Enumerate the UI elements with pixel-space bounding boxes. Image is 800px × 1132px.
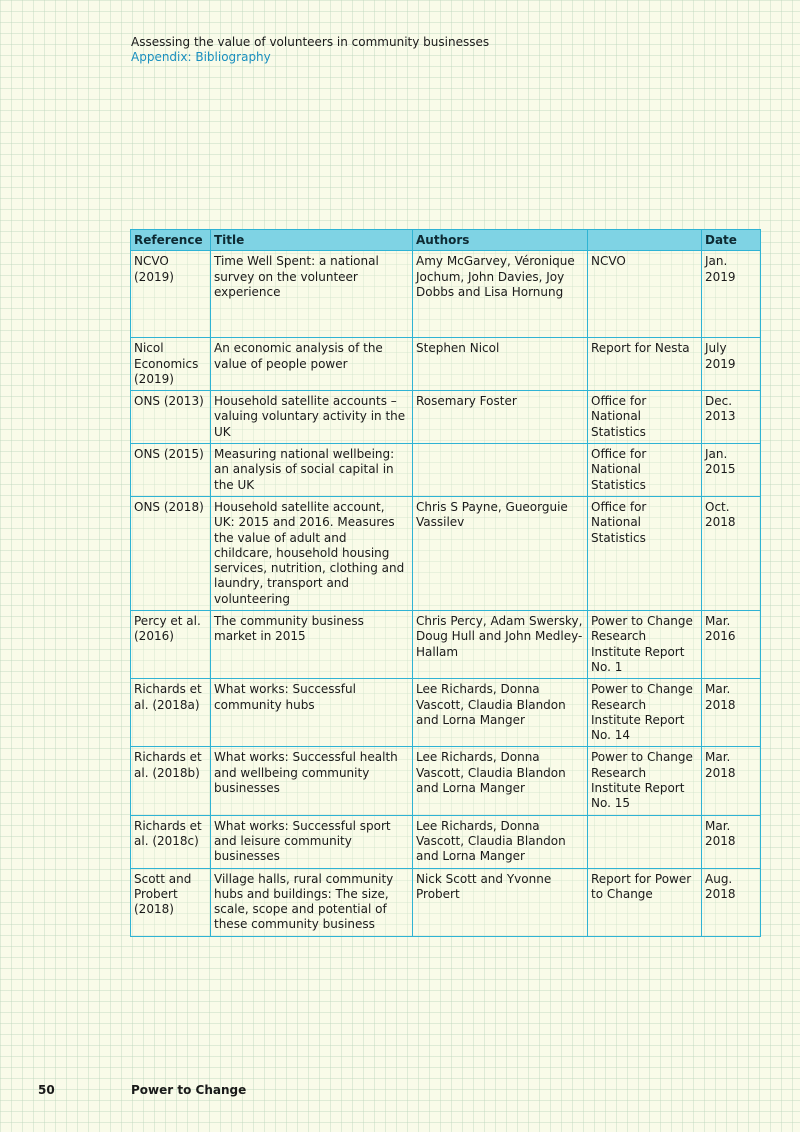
column-header-reference: Reference — [131, 230, 211, 251]
cell-date: Oct. 2018 — [702, 496, 761, 610]
cell-reference: ONS (2015) — [131, 444, 211, 497]
cell-publisher: Report for Power to Change — [588, 868, 702, 936]
table-row — [131, 251, 761, 338]
table-row — [131, 679, 761, 747]
cell-publisher: Power to Change Research Institute Report No. 14 — [588, 679, 702, 747]
table-row — [131, 868, 761, 936]
cell-date: Mar. 2018 — [702, 679, 761, 747]
table-row — [131, 611, 761, 679]
bibliography-table — [130, 229, 761, 937]
column-header-title: Title — [211, 230, 413, 251]
cell-date: Jan. 2015 — [702, 444, 761, 497]
cell-publisher — [588, 815, 702, 868]
cell-date: Jan. 2019 — [702, 251, 761, 338]
cell-date: Mar. 2016 — [702, 611, 761, 679]
cell-title: The community business market in 2015 — [211, 611, 413, 679]
cell-reference: Scott and Probert (2018) — [131, 868, 211, 936]
cell-authors: Chris S Payne, Gueorguie Vassilev — [413, 496, 588, 610]
cell-date: July 2019 — [702, 338, 761, 391]
cell-publisher: Power to Change Research Institute Report No. 1 — [588, 611, 702, 679]
cell-publisher: Power to Change Research Institute Report No. 15 — [588, 747, 702, 815]
cell-authors: Lee Richards, Donna Vascott, Claudia Blandon and Lorna Manger — [413, 815, 588, 868]
cell-authors: Lee Richards, Donna Vascott, Claudia Blandon and Lorna Manger — [413, 747, 588, 815]
cell-reference: Nicol Economics (2019) — [131, 338, 211, 391]
cell-reference: ONS (2013) — [131, 391, 211, 444]
cell-publisher: NCVO — [588, 251, 702, 338]
page-header — [131, 35, 489, 65]
cell-title: Time Well Spent: a national survey on the volunteer experience — [211, 251, 413, 338]
table-header-row — [131, 230, 761, 251]
column-header-publisher — [588, 230, 702, 251]
cell-publisher: Office for National Statistics — [588, 391, 702, 444]
cell-publisher: Report for Nesta — [588, 338, 702, 391]
cell-authors: Chris Percy, Adam Swersky, Doug Hull and John Medley-Hallam — [413, 611, 588, 679]
table-row — [131, 496, 761, 610]
cell-authors: Rosemary Foster — [413, 391, 588, 444]
column-header-date: Date — [702, 230, 761, 251]
cell-date: Aug. 2018 — [702, 868, 761, 936]
cell-title: An economic analysis of the value of people power — [211, 338, 413, 391]
cell-authors: Lee Richards, Donna Vascott, Claudia Blandon and Lorna Manger — [413, 679, 588, 747]
cell-authors — [413, 444, 588, 497]
cell-reference: NCVO (2019) — [131, 251, 211, 338]
footer-brand: Power to Change — [131, 1083, 247, 1097]
cell-reference: Percy et al. (2016) — [131, 611, 211, 679]
section-title: Appendix: Bibliography — [131, 50, 271, 64]
document-title: Assessing the value of volunteers in community businesses — [131, 35, 490, 49]
page-number: 50 — [38, 1083, 55, 1097]
cell-reference: Richards et al. (2018c) — [131, 815, 211, 868]
cell-title: Village halls, rural community hubs and buildings: The size, scale, scope and potential of these community business — [211, 868, 413, 936]
cell-publisher: Office for National Statistics — [588, 496, 702, 610]
cell-authors: Nick Scott and Yvonne Probert — [413, 868, 588, 936]
column-header-authors: Authors — [413, 230, 588, 251]
cell-date: Mar. 2018 — [702, 747, 761, 815]
cell-title: Household satellite accounts – valuing voluntary activity in the UK — [211, 391, 413, 444]
cell-reference: Richards et al. (2018a) — [131, 679, 211, 747]
table-row — [131, 338, 761, 391]
cell-publisher: Office for National Statistics — [588, 444, 702, 497]
cell-reference: Richards et al. (2018b) — [131, 747, 211, 815]
table-row — [131, 391, 761, 444]
cell-date: Mar. 2018 — [702, 815, 761, 868]
cell-title: Measuring national wellbeing: an analysis of social capital in the UK — [211, 444, 413, 497]
cell-title: What works: Successful sport and leisure community businesses — [211, 815, 413, 868]
cell-reference: ONS (2018) — [131, 496, 211, 610]
table-row — [131, 815, 761, 868]
table-row — [131, 444, 761, 497]
cell-title: Household satellite account, UK: 2015 and 2016. Measures the value of adult and childcare, household housing services, nutrition, clothing and laundry, transport and volunteering — [211, 496, 413, 610]
cell-authors: Amy McGarvey, Véronique Jochum, John Davies, Joy Dobbs and Lisa Hornung — [413, 251, 588, 338]
cell-date: Dec. 2013 — [702, 391, 761, 444]
table-row — [131, 747, 761, 815]
cell-authors: Stephen Nicol — [413, 338, 588, 391]
cell-title: What works: Successful community hubs — [211, 679, 413, 747]
cell-title: What works: Successful health and wellbeing community businesses — [211, 747, 413, 815]
